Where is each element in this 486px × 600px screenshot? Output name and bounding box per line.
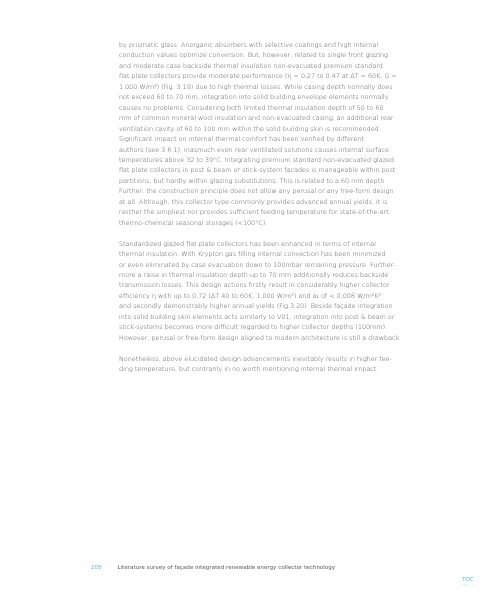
paragraph-gap <box>119 343 441 353</box>
text-line: Significant impact on internal thermal comfort has been verified by different <box>119 135 364 144</box>
text-line: more a raise in thermal insulation depth up to 70 mm additionally reduces backside <box>119 270 389 279</box>
text-line: causes no problems. Considering both limited thermal insulation depth of 50 to 60 <box>119 103 384 112</box>
text-line: Further, the construction principle does not allow any perusal or any free-form design <box>119 187 394 196</box>
text-line: into solid building skin elements acts similarly to V01, integration into post & beam or <box>119 312 395 321</box>
text-line: not exceed 60 to 70 mm, integration into solid building envelope elements normally <box>119 93 389 102</box>
text-line: at all. Although, this collector type commonly provides advanced annual yields, it is <box>119 197 388 206</box>
text-line: conduction values optimize conversion. But, however, related to single front glazing <box>119 51 388 60</box>
paragraph-gap <box>119 228 441 238</box>
text-line: ventilation cavity of 60 to 100 mm within the solid building skin is recommended. <box>119 124 381 133</box>
page-number: 205 <box>91 565 102 571</box>
text-line: partitions, but hardly within glazing substitutions. This is related to a 60 mm depth. <box>119 176 387 185</box>
text-line: However, perusal or free-form design aligned to modern architecture is still a drawback. <box>119 333 402 342</box>
text-line: mm of common mineral wool insulation and non-evacuated casing, an additional rear <box>119 114 394 123</box>
paragraph <box>119 40 441 228</box>
text-line: ding temperature, but contrarily in no worth mentioning internal thermal impact. <box>119 365 379 374</box>
text-line: efficiency η with up to 0,72 (ΔT 40 to 60K, 1.000 W/m²) and a₁ of < 0,008 W/m²K² <box>119 291 382 300</box>
page-footer <box>91 565 335 571</box>
text-line: neither the simpliest nor provides sufficient feeding temperature for state-of-the-art <box>119 208 389 217</box>
paragraph <box>119 239 441 344</box>
toc-link[interactable] <box>457 577 479 586</box>
text-line: Nonetheless, above elucidated design advancements inevitably results in higher fee- <box>119 354 392 363</box>
text-line: authors (see 3.6.1), inasmuch even rear ventilated solutions causes internal surface <box>119 145 390 154</box>
text-line: and moderate case backside thermal insulation non-evacuated premium standard <box>119 61 383 70</box>
body-text <box>119 40 441 374</box>
text-line: stick-systems becomes more difficult regarded to higher collector depths (100mm). <box>119 323 388 332</box>
text-line: flat plate collectors in post & beam or stick-system facades is manageable within post <box>119 166 396 175</box>
text-line: Standardized glazed flat plate collectors has been enhanced in terms of internal <box>119 239 376 248</box>
text-line: or even eliminated by case evacuation down to 100mbar remaining pressure. Further- <box>119 260 396 269</box>
text-line: transmission losses. This design actions firstly result in considerably higher collector <box>119 281 390 290</box>
text-line: 1.000 W/m²) (Fig. 3.19) due to high thermal losses. While casing depth normally does <box>119 82 393 91</box>
footer-title: Literature survey of façade integrated renewable energy collector technology <box>117 565 336 571</box>
text-line: by prismatic glass. Anorganic absorbers with selective coatings and high internal <box>119 41 379 49</box>
text-line: and secondly demonstrably higher annual yields (Fig.3.20). Beside façade integration <box>119 302 393 311</box>
toc-dots-icon <box>460 584 476 586</box>
toc-label: TOC <box>462 577 474 583</box>
text-line: temperatures above 32 to 39°C. Integrating premium standard non-evacuated glazed <box>119 155 394 164</box>
text-line: thermal insulation. With Krypton gas filling internal convection has been minimized <box>119 250 386 259</box>
text-line: thermo-chemical seasonal storages (<100°C). <box>119 218 268 227</box>
paragraph <box>119 354 441 375</box>
text-line: flat plate collectors provide moderate performance (η = 0,27 to 0,47 at ΔT = 60K, G = <box>119 72 397 81</box>
